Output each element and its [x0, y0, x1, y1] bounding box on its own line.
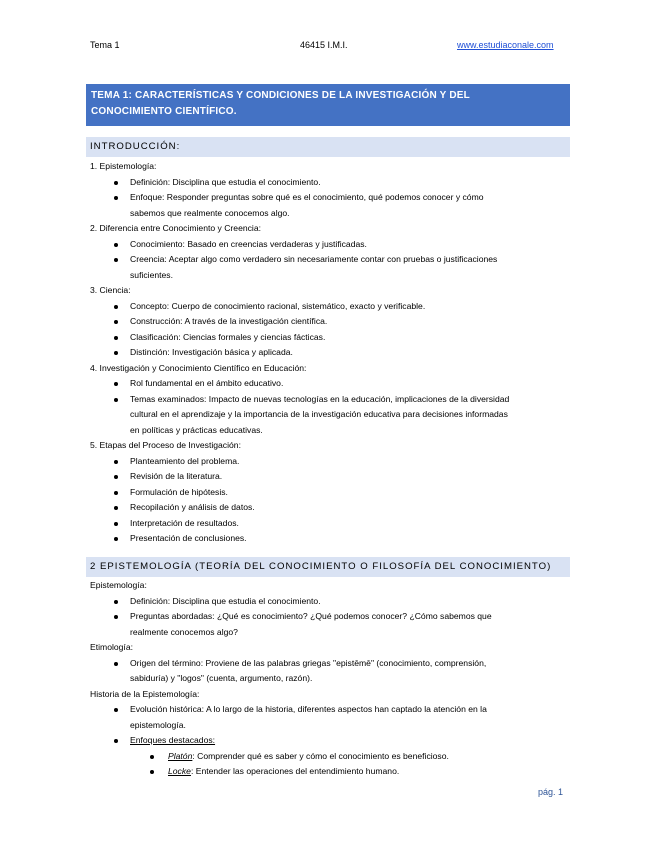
intro-s5-title: 5. Etapas del Proceso de Investigación:	[90, 440, 241, 450]
list-item: Rol fundamental en el ámbito educativo.	[90, 376, 565, 392]
intro-s4-title: 4. Investigación y Conocimiento Científico en Educación:	[90, 362, 307, 373]
list-item: Preguntas abordadas: ¿Qué es conocimiento? ¿Qué podemos conocer? ¿Cómo sabemos que realmente conocemos algo?	[90, 609, 565, 640]
title-line-1: TEMA 1: CARACTERÍSTICAS Y CONDICIONES DE LA INVESTIGACIÓN Y DEL	[91, 90, 470, 101]
list-item: Enfoque: Responder preguntas sobre qué es el conocimiento, qué podemos conocer y cómo sabemos que realmente conocemos algo.	[90, 190, 565, 221]
sub-item-name: Locke	[168, 766, 191, 776]
document-title	[86, 84, 570, 126]
sub-list-item	[90, 764, 565, 780]
list-item: Recopilación y análisis de datos.	[90, 500, 565, 516]
list-item: Origen del término: Proviene de las palabras griegas "epistēmē" (conocimiento, comprensión, sabiduría) y "logos" (cuenta, argumento, razón).	[90, 656, 565, 687]
page-number: pág. 1	[538, 787, 564, 797]
intro-content	[90, 159, 565, 547]
section2-g3-title: Historia de la Epistemología:	[90, 688, 200, 699]
header-center: 46415 I.M.I.	[300, 40, 348, 50]
list-item: Evolución histórica: A lo largo de la historia, diferentes aspectos han captado la atención en la epistemología.	[90, 702, 565, 733]
list-item: Interpretación de resultados.	[90, 516, 565, 532]
list-item: Distinción: Investigación básica y aplicada.	[90, 345, 565, 361]
sub-item-name: Platón	[168, 750, 193, 761]
section2-content	[90, 578, 565, 780]
intro-heading: INTRODUCCIÓN:	[86, 137, 570, 157]
title-line-2: CONOCIMIENTO CIENTÍFICO.	[91, 106, 237, 117]
intro-s3-title: 3. Ciencia:	[90, 285, 131, 295]
list-item: Definición: Disciplina que estudia el conocimiento.	[90, 175, 565, 191]
list-item: Temas examinados: Impacto de nuevas tecnologías en la educación, implicaciones de la diversidad cultural en el aprendizaje y la importancia de la investigación educativa para decisiones informadas en políticas y prácticas educativas.	[90, 392, 565, 439]
list-item: Presentación de conclusiones.	[90, 531, 565, 547]
list-item: Construcción: A través de la investigación científica.	[90, 314, 565, 330]
list-item: Creencia: Aceptar algo como verdadero sin necesariamente contar con pruebas o justificaciones suficientes.	[90, 252, 565, 283]
list-item: Conocimiento: Basado en creencias verdaderas y justificadas.	[90, 237, 565, 253]
header-left: Tema 1	[90, 40, 120, 50]
intro-s1-title: 1. Epistemología:	[90, 161, 157, 171]
list-item: Planteamiento del problema.	[90, 454, 565, 470]
list-item: Formulación de hipótesis.	[90, 485, 565, 501]
intro-s2-title: 2. Diferencia entre Conocimiento y Creencia:	[90, 223, 262, 233]
sub-list-item	[90, 749, 565, 765]
section2-g1-title: Epistemología:	[90, 580, 147, 590]
list-item: Definición: Disciplina que estudia el conocimiento.	[90, 594, 565, 610]
section2-heading: 2 EPISTEMOLOGÍA (TEORÍA DEL CONOCIMIENTO O FILOSOFÍA DEL CONOCIMIENTO)	[86, 557, 570, 577]
sub-item-text: : Comprender qué es saber y cómo el conocimiento es beneficioso.	[192, 750, 449, 761]
list-item: Concepto: Cuerpo de conocimiento racional, sistemático, exacto y verificable.	[90, 299, 565, 315]
sub-item-text: : Entender las operaciones del entendimiento humano.	[190, 766, 400, 776]
header-website-link[interactable]: www.estudiaconale.com	[457, 40, 554, 50]
section2-g2-title: Etimología:	[90, 642, 133, 652]
list-item: Revisión de la literatura.	[90, 469, 565, 485]
list-item: Clasificación: Ciencias formales y ciencias fácticas.	[90, 330, 565, 346]
list-item: Enfoques destacados:	[90, 733, 565, 749]
